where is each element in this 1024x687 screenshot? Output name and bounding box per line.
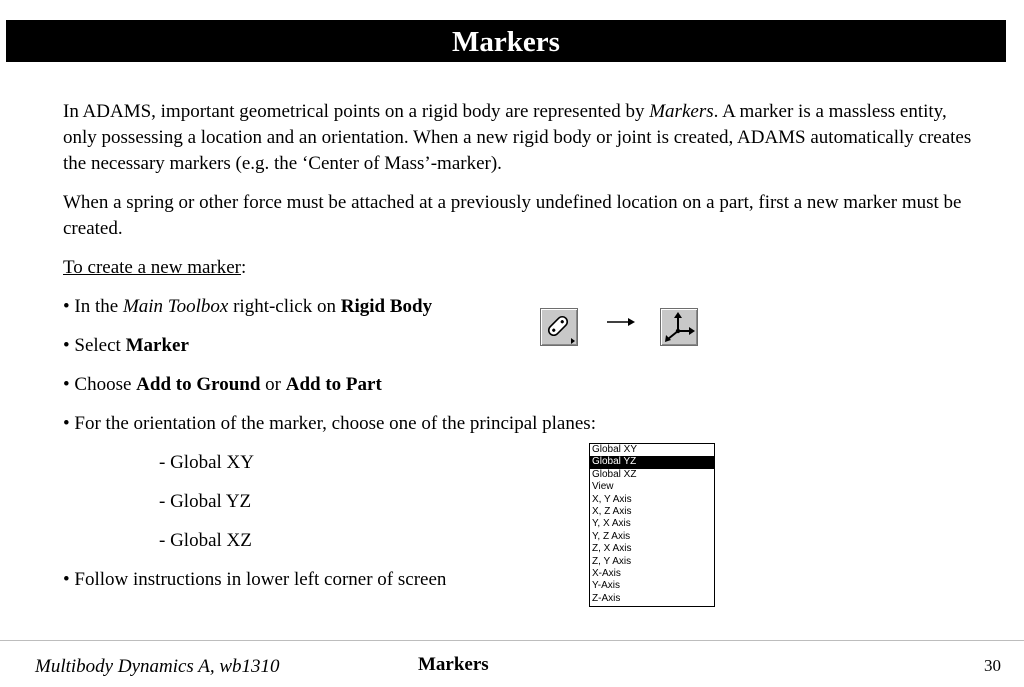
list-option[interactable]: X, Y Axis	[592, 493, 632, 505]
intro-paragraph-1	[63, 99, 983, 177]
list-option[interactable]: Z, X Axis	[592, 543, 632, 555]
list-option-selected[interactable]: Global YZ	[590, 456, 714, 468]
list-option[interactable]: Z, Y Axis	[592, 555, 632, 567]
bullet-choose-add	[63, 372, 983, 398]
bullet-select-marker	[63, 333, 983, 359]
bullet3-mid: or	[260, 374, 286, 395]
bullet-main-toolbox	[63, 294, 983, 320]
markers-emphasis: Markers	[649, 101, 714, 122]
bullet-orientation: • For the orientation of the marker, choose one of the principal planes:	[63, 413, 596, 434]
list-option[interactable]: Global XZ	[592, 468, 637, 480]
add-to-ground-text: Add to Ground	[136, 374, 261, 395]
plane-global-xz: - Global XZ	[159, 530, 252, 551]
list-option[interactable]: View	[592, 481, 614, 493]
rigid-body-link-icon[interactable]	[540, 308, 578, 346]
howto-heading-line	[63, 255, 983, 281]
list-option[interactable]: Global XY	[592, 444, 638, 455]
main-toolbox-text: Main Toolbox	[122, 296, 229, 317]
plane-global-xy: - Global XY	[159, 452, 254, 473]
list-option[interactable]: X-Axis	[592, 568, 621, 580]
list-option[interactable]: Y, Z Axis	[592, 530, 631, 542]
toolbox-icons	[540, 308, 700, 346]
plane-global-yz: - Global YZ	[159, 491, 252, 512]
footer-course: Multibody Dynamics A, wb1310	[35, 656, 280, 677]
marker-axes-icon[interactable]	[660, 308, 698, 346]
page-number: 30	[984, 656, 1001, 675]
intro-text-b: . A marker is a massless entity, only possessing a location and an orientation. When a new rigid body or joint is created, ADAMS automatically creates the necessary markers (e.g. the ‘Center of Mass’-marker).	[63, 101, 972, 174]
howto-heading: To create a new marker	[63, 257, 242, 278]
bullet-follow-instructions: • Follow instructions in lower left corner of screen	[63, 569, 447, 590]
list-option[interactable]: X, Z Axis	[592, 506, 632, 518]
howto-colon: :	[241, 257, 247, 278]
slide-title: Markers	[6, 20, 1006, 62]
add-to-part-text: Add to Part	[285, 374, 382, 395]
bullet1-pre: • In the	[63, 296, 123, 317]
list-option[interactable]: Y, X Axis	[592, 518, 631, 530]
intro-paragraph-2: When a spring or other force must be attached at a previously undefined location on a part, first a new marker must be created.	[63, 192, 962, 239]
list-option[interactable]: Z-Axis	[592, 592, 621, 604]
footer-divider	[0, 640, 1024, 641]
bullet3-pre: • Choose	[63, 374, 137, 395]
footer-section: Markers	[418, 654, 489, 675]
intro-text-a: In ADAMS, important geometrical points on a rigid body are represented by	[63, 101, 650, 122]
rigid-body-text: Rigid Body	[340, 296, 433, 317]
slide-body	[63, 99, 983, 606]
list-option[interactable]: Y-Axis	[592, 580, 620, 592]
bullet2-pre: • Select	[63, 335, 126, 356]
orientation-listbox[interactable]	[589, 443, 715, 607]
marker-text: Marker	[125, 335, 189, 356]
arrow-right-icon	[606, 314, 636, 335]
bullet1-mid: right-click on	[228, 296, 341, 317]
